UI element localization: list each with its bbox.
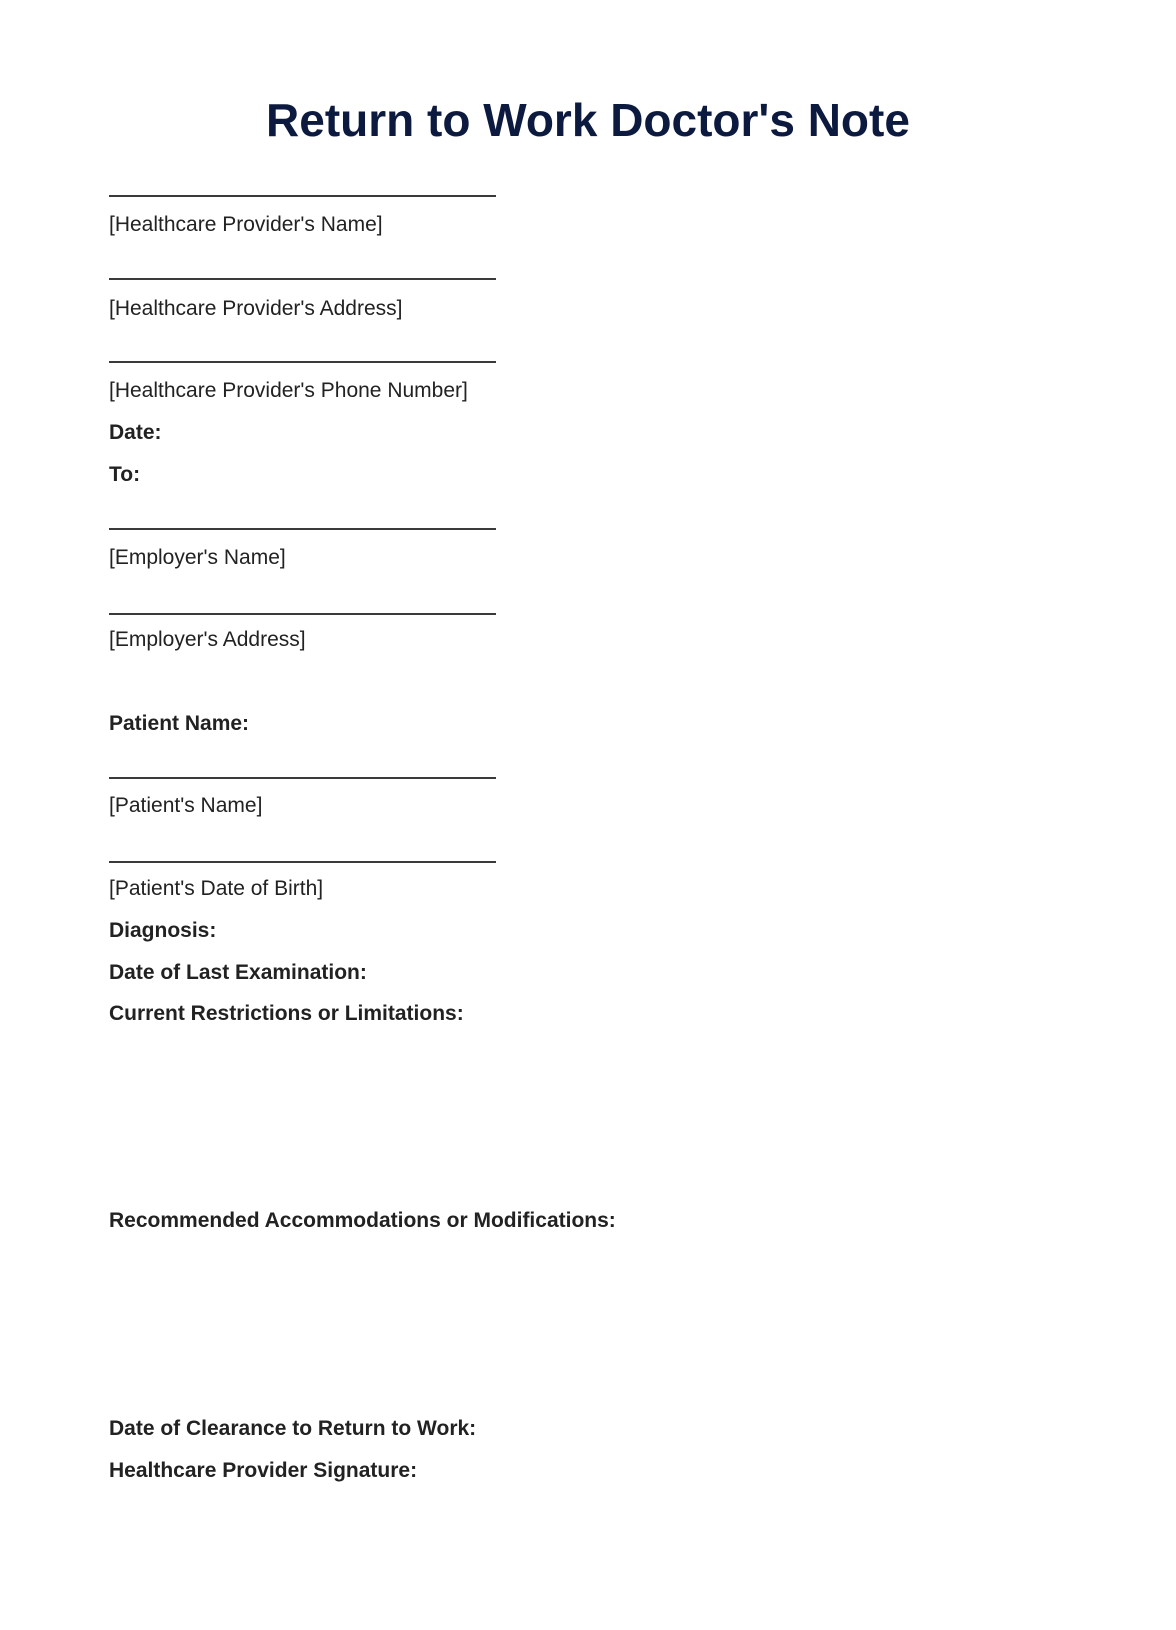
provider-phone-line[interactable] — [109, 361, 496, 363]
date-label: Date: — [109, 421, 162, 444]
patient-name-label: Patient Name: — [109, 712, 250, 735]
employer-name-placeholder: [Employer's Name] — [109, 546, 286, 569]
signature-label: Healthcare Provider Signature: — [109, 1459, 418, 1482]
provider-phone-placeholder: [Healthcare Provider's Phone Number] — [109, 379, 468, 402]
provider-name-line[interactable] — [109, 195, 496, 197]
to-label: To: — [109, 463, 141, 486]
patient-name-line[interactable] — [109, 777, 496, 779]
provider-name-placeholder: [Healthcare Provider's Name] — [109, 213, 383, 236]
patient-dob-placeholder: [Patient's Date of Birth] — [109, 877, 324, 900]
patient-dob-line[interactable] — [109, 861, 496, 863]
provider-address-line[interactable] — [109, 278, 496, 280]
provider-address-placeholder: [Healthcare Provider's Address] — [109, 297, 403, 320]
patient-name-placeholder: [Patient's Name] — [109, 794, 263, 817]
employer-address-placeholder: [Employer's Address] — [109, 628, 306, 651]
clearance-date-label: Date of Clearance to Return to Work: — [109, 1417, 477, 1440]
diagnosis-label: Diagnosis: — [109, 919, 217, 942]
document-title: Return to Work Doctor's Note — [266, 94, 910, 146]
restrictions-label: Current Restrictions or Limitations: — [109, 1002, 464, 1025]
accommodations-label: Recommended Accommodations or Modifications: — [109, 1209, 616, 1232]
employer-address-line[interactable] — [109, 613, 496, 615]
employer-name-line[interactable] — [109, 528, 496, 530]
last-exam-label: Date of Last Examination: — [109, 961, 367, 984]
